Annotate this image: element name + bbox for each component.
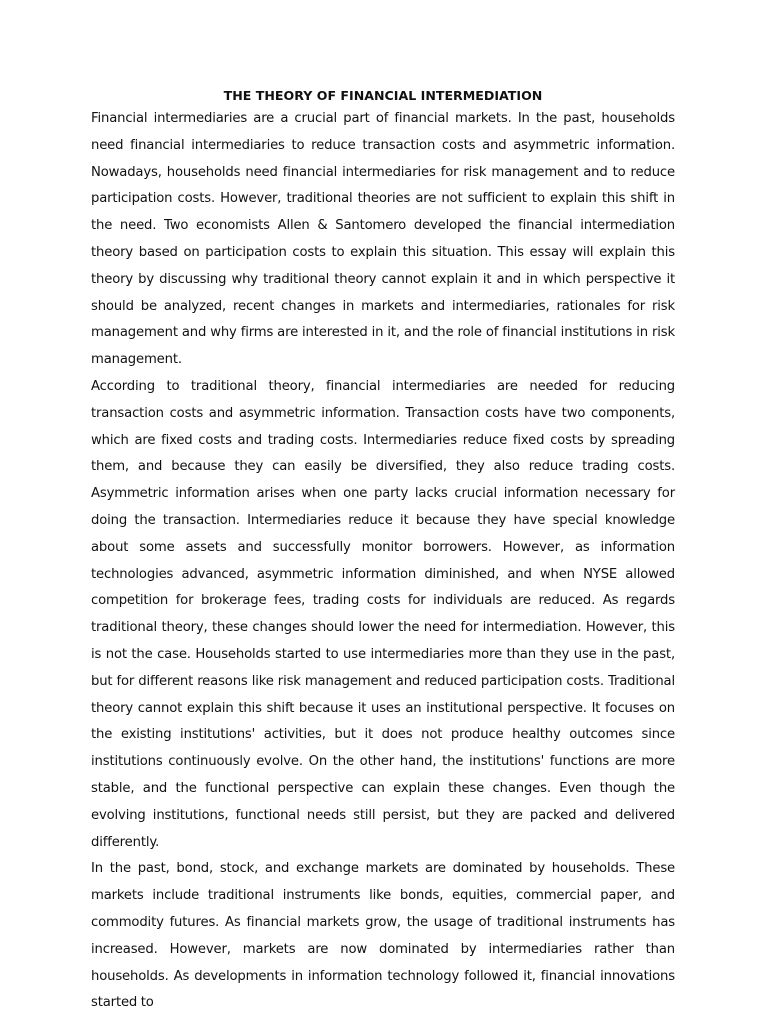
paragraph-2: According to traditional theory, financial intermediaries are needed for reducing transaction costs and asymmetric information. Transaction costs have two components, which are fixed costs and trading costs. Intermediaries reduce fixed costs by spreading them, and because they can easily be diversified, they also reduce trading costs. Asymmetric information arises when one party lacks crucial information necessary for doing the transaction. Intermediaries reduce it because they have special knowledge about some assets and successfully monitor borrowers. However, as information technologies advanced, asymmetric information diminished, and when NYSE allowed competition for brokerage fees, trading costs for individuals are reduced. As regards traditional theory, these changes should lower the need for intermediation. However, this is not the case. Households started to use intermediaries more than they use in the past, but for different reasons like risk management and reduced participation costs. Traditional theory cannot explain this shift because it uses an institutional perspective. It focuses on the existing institutions' activities, but it does not produce healthy outcomes since institutions continuously evolve. On the other hand, the institutions' functions are more stable, and the functional perspective can explain these changes. Even though the evolving institutions, functional needs still persist, but they are packed and delivered differently. — [91, 378, 675, 850]
paragraph-3: In the past, bond, stock, and exchange markets are dominated by households. These markets include traditional instruments like bonds, equities, commercial paper, and commodity futures. As financial markets grow, the usage of traditional instruments has increased. However, markets are now dominated by intermediaries rather than households. As developments in information technology followed it, financial innovations started to — [91, 861, 675, 1011]
document-page — [91, 86, 675, 1017]
paragraph-1: Financial intermediaries are a crucial part of financial markets. In the past, households need financial intermediaries to reduce transaction costs and asymmetric information. Nowadays, households need financial intermediaries for risk management and to reduce participation costs. However, traditional theories are not sufficient to explain this shift in the need. Two economists Allen & Santomero developed the financial intermediation theory based on participation costs to explain this situation. This essay will explain this theory by discussing why traditional theory cannot explain it and in which perspective it should be analyzed, recent changes in markets and intermediaries, rationales for risk management and why firms are interested in it, and the role of financial institutions in risk management. — [91, 111, 675, 368]
document-title: THE THEORY OF FINANCIAL INTERMEDIATION — [223, 88, 543, 103]
